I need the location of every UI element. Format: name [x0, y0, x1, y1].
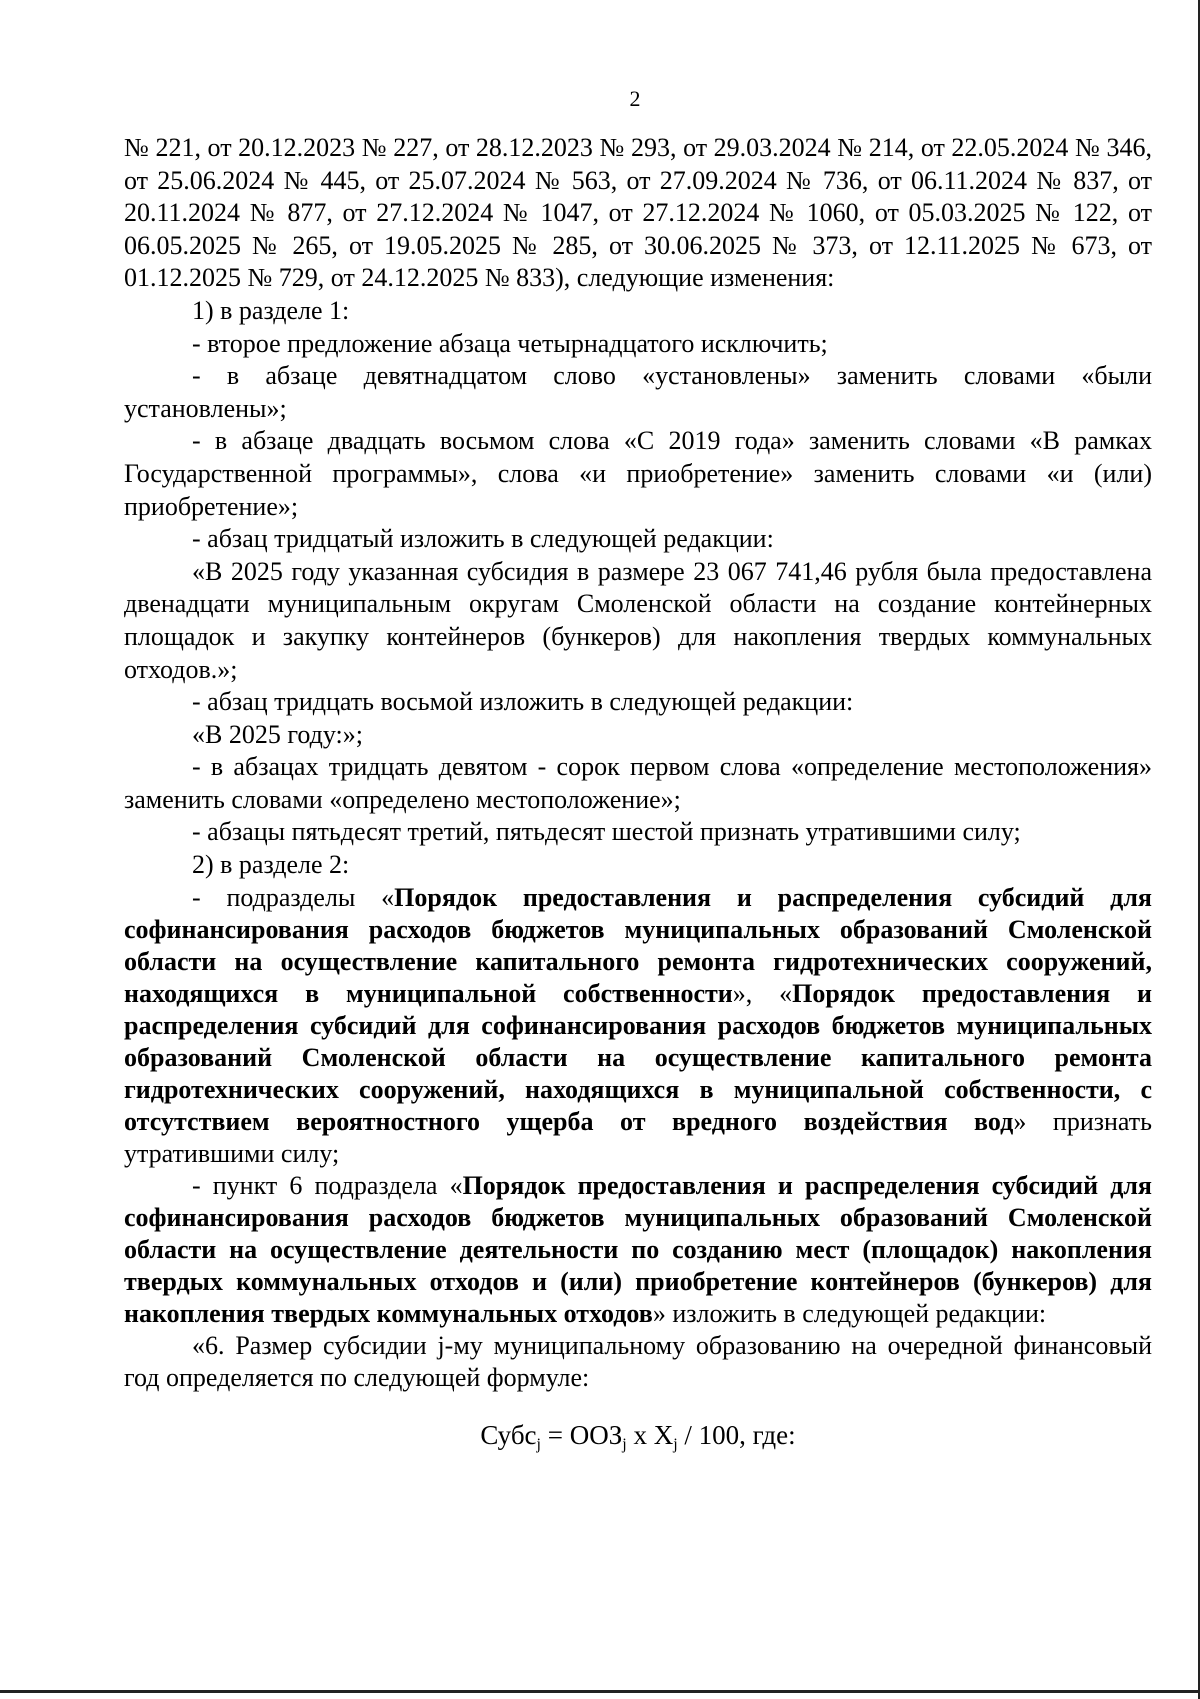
quoted-paragraph: «В 2025 году указанная субсидия в размере 23 067 741,46 рубля была предоставлена двенадцати муниципальным округам Смоленской области на создание контейнерных площадок и закупку контейнеров (бункеров) для накопления твердых коммунальных отходов.»; [124, 556, 1152, 684]
intro-paragraph: № 221, от 20.12.2023 № 227, от 28.12.2023 № 293, от 29.03.2024 № 214, от 22.05.2024 № 346, от 25.06.2024 № 445, от 25.07.2024 № 563, от 27.09.2024 № 736, от 06.11.2024 № 837, от 20.11.2024 № 877, от 27.12.2024 № 1047, от 27.12.2024 № 1060, от 05.03.2025 № 122, от 06.05.2025 № 265, от 19.05.2025 № 285, от 30.06.2025 № 373, от 12.11.2025 № 673, от 01.12.2025 № 729, от 24.12.2025 № 833), следующие изменения: [124, 133, 1152, 293]
section2-paragraph-2 [124, 1170, 1152, 1330]
formula-subscript: j [536, 1435, 541, 1453]
text-span: - пункт 6 подраздела « [192, 1170, 463, 1200]
list-item: - в абзаце девятнадцатом слово «установлены» заменить словами «были установлены»; [124, 361, 1152, 423]
quoted-paragraph: «В 2025 году:»; [192, 719, 363, 749]
list-item: - в абзаце двадцать восьмом слова «С 2019 года» заменить словами «В рамках Государственной программы», слова «и приобретение» заменить словами «и (или) приобретение»; [124, 426, 1152, 521]
list-item: - абзац тридцать восьмой изложить в следующей редакции: [192, 687, 854, 717]
text-span: » признать утратившими силу; [124, 1106, 1153, 1168]
formula-part: = ООЗ [541, 1419, 623, 1450]
bold-title: Порядок предоставления и распределения субсидий для софинансирования расходов бюджетов муниципальных образований Смоленской области на осуществление деятельности по созданию мест (площадок) накопления твердых коммунальных отходов и (или) приобретение контейнеров (бункеров) для накопления твердых коммунальных отходов [124, 1170, 1153, 1328]
list-item: 2) в разделе 2: [192, 850, 350, 880]
text-span: » изложить в следующей редакции: [652, 1298, 1047, 1328]
formula-part: Субс [480, 1419, 537, 1450]
page-number: 2 [629, 86, 641, 111]
formula-subscript: j [673, 1435, 678, 1453]
text-span: », « [732, 978, 793, 1008]
list-item: 1) в разделе 1: [192, 295, 350, 325]
bold-title: Порядок предоставления и распределения субсидий для софинансирования расходов бюджетов муниципальных образований Смоленской области на осуществление капитального ремонта гидротехнических сооружений, находящихся в муниципальной собственности, с отсутствием вероятностного ущерба от вредного воздействия вод [124, 978, 1152, 1136]
formula-part: х Х [626, 1419, 674, 1450]
formula-subscript: j [622, 1435, 627, 1453]
list-item: - в абзацах тридцать девятом - сорок первом слова «определение местоположения» заменить словами «определено местоположение»; [124, 752, 1152, 814]
list-item: - второе предложение абзаца четырнадцатого исключить; [192, 328, 828, 358]
document-body [124, 132, 1152, 1451]
formula [124, 1419, 1152, 1452]
paragraph-6: «6. Размер субсидии j-му муниципальному образованию на очередной финансовый год определяется по следующей формуле: [124, 1330, 1152, 1393]
bold-title: Порядок предоставления и распределения субсидий для софинансирования расходов бюджетов муниципальных образований Смоленской области на осуществление капитального ремонта гидротехнических сооружений, находящихся в муниципальной собственности [124, 882, 1152, 1008]
text-span: - подразделы « [192, 882, 395, 912]
list-item: - абзацы пятьдесят третий, пятьдесят шестой признать утратившими силу; [192, 817, 1021, 847]
section2-paragraph-1 [124, 882, 1152, 1170]
formula-part: / 100, где: [677, 1419, 796, 1450]
page-bottom-edge [0, 1690, 1200, 1693]
list-item: - абзац тридцатый изложить в следующей редакции: [192, 524, 774, 554]
